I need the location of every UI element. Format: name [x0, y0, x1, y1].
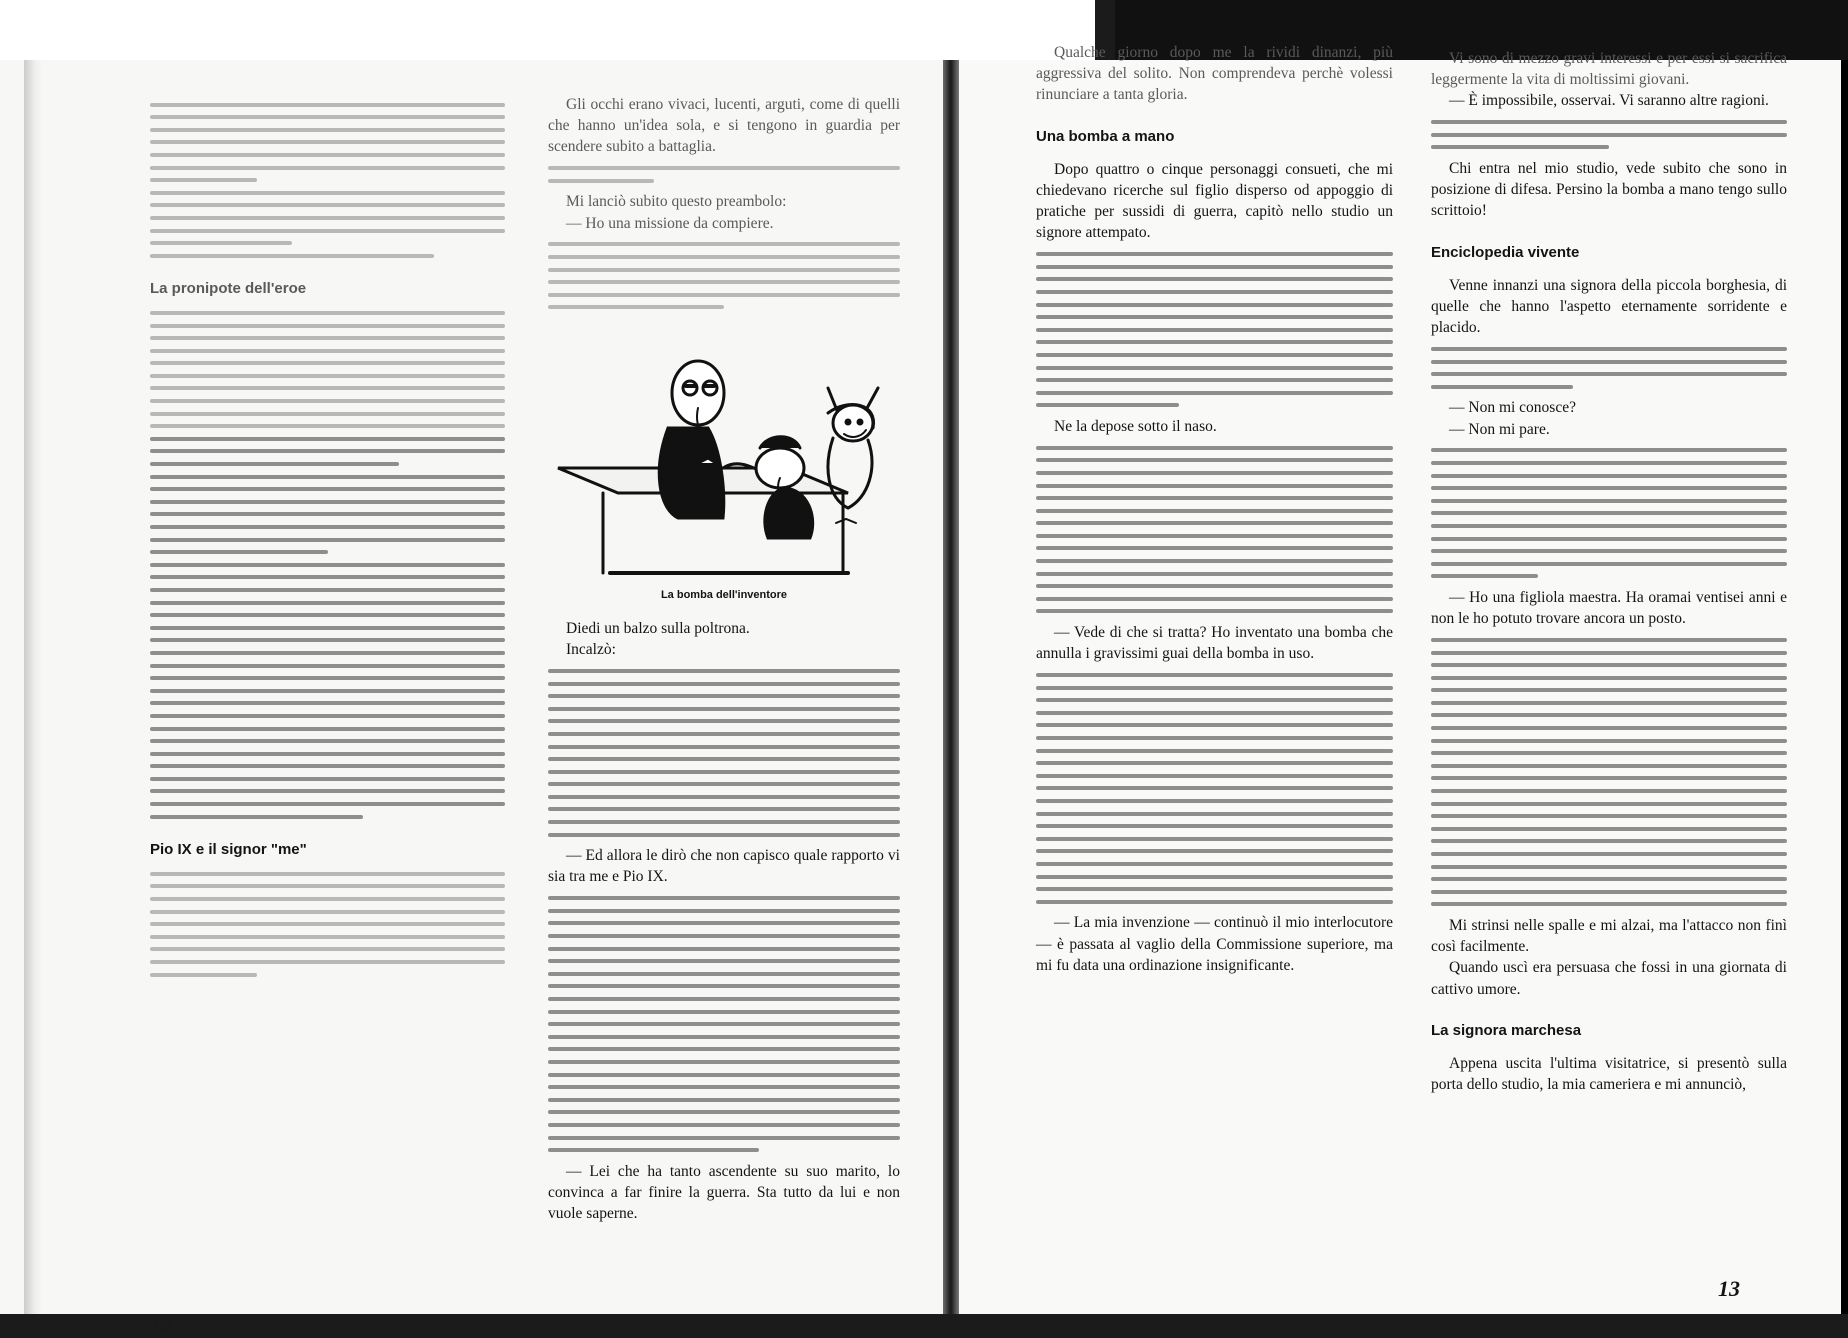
paragraph: — Non mi conosce? — [1449, 399, 1576, 417]
paragraph: — Lei che ha tanto ascendente su suo marito, lo convinca a far finire la guerra. Sta tutto da lui e non vuole saperne. — [548, 1162, 900, 1223]
illegible-text-block — [548, 669, 900, 837]
column-2 — [548, 94, 900, 1224]
column-4 — [1431, 48, 1787, 1095]
paragraph: Venne innanzi una signora della piccola borghesia, di quelle che hanno l'aspetto eternamente sorridente e placido. — [1431, 276, 1787, 337]
illegible-text-block — [548, 896, 900, 1152]
section-heading: La signora marchesa — [1431, 1021, 1582, 1039]
illegible-text-block — [1431, 120, 1787, 149]
paragraph: Qualche giorno dopo me la rividi dinanzi, più aggressiva del solito. Non comprendeva perchè volessi rinunciare a tanta gloria. — [1036, 44, 1393, 104]
paragraph: — La mia invenzione — continuò il mio interlocutore — è passata al vaglio della Commissione superiore, ma mi fu data una ordinazione insignificante. — [1036, 914, 1393, 974]
illustration — [548, 318, 900, 608]
paragraph: Mi lanciò subito questo preambolo: — [566, 193, 787, 211]
figure-caption: La bomba dell'inventore — [660, 588, 788, 601]
paragraph: Chi entra nel mio studio, vede subito che sono in posizione di difesa. Persino la bomba a mano tengo sullo scrittoio! — [1431, 159, 1787, 220]
paragraph: Vi sono di mezzo gravi interessi e per essi si sacrifica leggermente la vita di moltissimi giovani. — [1431, 50, 1787, 89]
paragraph: Diedi un balzo sulla poltrona. — [566, 619, 750, 637]
section-heading: Pio IX e il signor "me" — [150, 840, 307, 858]
paragraph: Mi strinsi nelle spalle e mi alzai, ma l'attacco non finì così facilmente. — [1431, 916, 1787, 956]
page-edge — [1841, 60, 1848, 1314]
illegible-text-block — [1036, 446, 1393, 614]
column-3 — [1036, 42, 1393, 976]
page-number: 12 — [150, 1312, 172, 1337]
section-heading: Una bomba a mano — [1036, 127, 1175, 145]
page-number: 13 — [1718, 1276, 1740, 1301]
illegible-text-block — [1431, 448, 1787, 578]
paragraph: — Ho una figliola maestra. Ha oramai ventisei anni e non le ho potuto trovare ancora un posto. — [1431, 588, 1787, 628]
page-edge — [24, 60, 42, 1314]
section-heading: La pronipote dell'eroe — [150, 279, 307, 297]
illegible-text-block — [1036, 252, 1393, 407]
illegible-text-block — [150, 311, 505, 819]
paragraph: — Ed allora le dirò che non capisco quale rapporto vi sia tra me e Pio IX. — [548, 847, 900, 886]
illegible-text-block — [1431, 347, 1787, 389]
illegible-text-block — [548, 242, 900, 309]
paragraph: Ne la depose sotto il naso. — [1054, 417, 1217, 435]
paragraph: Gli occhi erano vivaci, lucenti, arguti, come di quelli che hanno un'idea sola, e si tengono in guardia per scendere subito a battaglia. — [548, 96, 900, 156]
cartoon-illustration — [548, 318, 900, 608]
paragraph: Quando uscì era persuasa che fossi in una giornata di cattivo umore. — [1431, 959, 1787, 998]
paragraph: Incalzò: — [566, 641, 616, 659]
paragraph: Appena uscita l'ultima visitatrice, si presentò sulla porta dello studio, la mia cameriera e mi annunciò, — [1431, 1054, 1787, 1094]
paragraph: Dopo quattro o cinque personaggi consueti, che mi chiedevano ricerche sul figlio disperso od appoggio di pratiche per sussidi di guerra, capitò nello studio un signore attempato. — [1036, 160, 1393, 242]
paragraph: — Non mi pare. — [1449, 420, 1550, 438]
paragraph: — È impossibile, osservai. Vi saranno altre ragioni. — [1449, 92, 1769, 110]
illegible-text-block — [1036, 673, 1393, 904]
book-spine — [943, 60, 959, 1314]
illegible-text-block — [548, 166, 900, 183]
paragraph: — Vede di che si tratta? Ho inventato una bomba che annulla i gravissimi guai della bomba in uso. — [1036, 624, 1393, 663]
illegible-text-block — [150, 872, 505, 977]
illegible-text-block — [150, 103, 505, 258]
paragraph: — Ho una missione da compiere. — [566, 214, 774, 232]
left-page — [0, 60, 943, 1337]
illegible-text-block — [1431, 638, 1787, 906]
column-1 — [150, 94, 505, 985]
scan-top-margin — [0, 0, 1095, 62]
section-heading: Enciclopedia vivente — [1431, 243, 1580, 261]
